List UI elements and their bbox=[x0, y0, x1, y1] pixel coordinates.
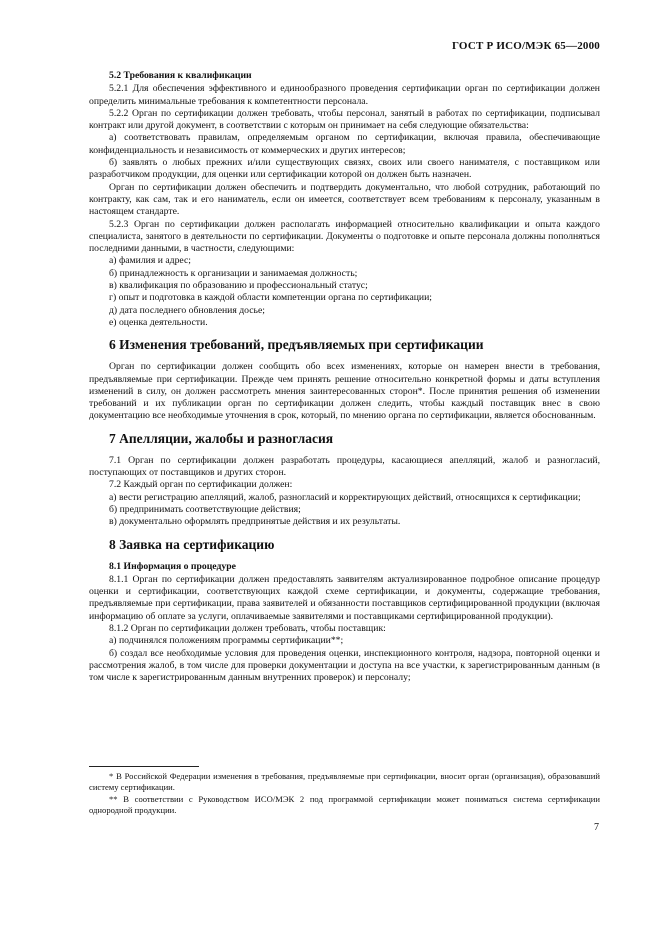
paragraph-7-2: 7.2 Каждый орган по сертификации должен: bbox=[109, 479, 293, 491]
paragraph-8-1-2: 8.1.2 Орган по сертификации должен требовать, чтобы поставщик: bbox=[109, 622, 386, 634]
footnote-1: * В Российской Федерации изменения в требования, предъявляемые при сертификации, вносит орган (организация), образовавший систему сертификации. bbox=[89, 771, 600, 792]
paragraph-5-2-1: 5.2.1 Для обеспечения эффективного и единообразного проведения сертификации орган по сертификации должен определить минимальные требования к компетентности персонала. bbox=[89, 83, 600, 107]
section-8-1-heading: 8.1 Информация о процедуре bbox=[109, 560, 236, 572]
page-content bbox=[89, 70, 600, 684]
section-7-heading: 7 Апелляции, жалобы и разногласия bbox=[109, 430, 334, 446]
list-item: а) подчинялся положениям программы сертификации**; bbox=[109, 635, 344, 647]
section-5-2-heading: 5.2 Требования к квалификации bbox=[109, 70, 252, 81]
list-item: а) соответствовать правилам, определяемым органом по сертификации, включая правила, обеспечивающие конфиденциальность и независимость от коммерческих и других интересов; bbox=[89, 132, 600, 156]
list-item: в) квалификация по образованию и профессиональный статус; bbox=[109, 280, 368, 292]
list-item: б) создал все необходимые условия для проведения оценки, инспекционного контроля, надзора, повторной оценки и рассмотрения жалоб, в том числе для проверки документации и доступа на все участки, к зарегистрированным данным (в том числе к зарегистрированным данным внутренних проверок) и персоналу; bbox=[89, 647, 600, 684]
paragraph-6: Орган по сертификации должен сообщить обо всех изменениях, которые он намерен внести в требования, предъявляемые при сертификации. Прежде чем принять решение относительно конкретной формы и даты вступления изменений в силу, он должен рассмотреть мнения заинтересованных сторон*. После принятия решения об изменении требований и их публикации орган по сертификации должен следить, чтобы каждый поставщик внес в свою документацию все необходимые уточнения в срок, который, по мнению органа по сертификации, является обоснованным. bbox=[89, 361, 600, 422]
footnote-2: ** В соответствии с Руководством ИСО/МЭК 2 под программой сертификации может пониматься система сертификации однородной продукции. bbox=[89, 794, 600, 815]
list-item: а) вести регистрацию апелляций, жалоб, разногласий и корректирующих действий, относящихся к сертификации; bbox=[109, 491, 581, 503]
paragraph-8-1-1: 8.1.1 Орган по сертификации должен предоставлять заявителям актуализированное подробное описание процедур оценки и сертификации, соответствующих каждой схеме сертификации, и документы, содержащие требования, предъявляемые при сертификации, права заявителей и обязанности поставщиков сертифицированной продукции (включая информацию об оплате за услуги, оплачиваемые заявителями и поставщиками сертифицированной продукции). bbox=[89, 573, 600, 622]
page-number: 7 bbox=[594, 822, 599, 833]
list-item: д) дата последнего обновления досье; bbox=[109, 304, 265, 316]
footnote-divider bbox=[89, 766, 199, 767]
paragraph: Орган по сертификации должен обеспечить и подтвердить документально, что любой сотрудник, работающий по контракту, как сам, так и его наниматель, если он имеется, соответствует всем требованиям к персоналу, указанным в настоящем стандарте. bbox=[89, 181, 600, 218]
document-code: ГОСТ Р ИСО/МЭК 65—2000 bbox=[452, 40, 600, 52]
section-8-heading: 8 Заявка на сертификацию bbox=[109, 536, 275, 552]
paragraph-5-2-3: 5.2.3 Орган по сертификации должен располагать информацией относительно квалификации и опыта каждого специалиста, занятого в деятельности по сертификации. Документы о подготовке и опыте персонала должны пополняться последними данными, в частности, следующими: bbox=[89, 218, 600, 255]
list-item: г) опыт и подготовка в каждой области компетенции органа по сертификации; bbox=[109, 292, 432, 304]
paragraph-7-1: 7.1 Орган по сертификации должен разработать процедуры, касающиеся апелляций, жалоб и разногласий, поступающих от поставщиков и других сторон. bbox=[89, 454, 600, 479]
list-item: в) документально оформлять предпринятые действия и их результаты. bbox=[109, 516, 401, 528]
list-item: а) фамилия и адрес; bbox=[109, 255, 191, 267]
section-6-heading: 6 Изменения требований, предъявляемых при сертификации bbox=[109, 337, 484, 353]
paragraph-5-2-2: 5.2.2 Орган по сертификации должен требовать, чтобы персонал, занятый в работах по сертификации, подписывал контракт или другой документ, в соответствии с которым он принимает на себя следующие обязательства: bbox=[89, 107, 600, 132]
list-item: б) принадлежность к организации и занимаемая должность; bbox=[109, 267, 358, 279]
list-item: б) предпринимать соответствующие действия; bbox=[109, 503, 301, 515]
list-item: е) оценка деятельности. bbox=[109, 316, 208, 328]
list-item: б) заявлять о любых прежних и/или существующих связях, своих или своего нанимателя, с поставщиком или разработчиком продукции, для оценки или сертификации которой он должен быть назначен. bbox=[89, 157, 600, 181]
footnotes bbox=[89, 766, 600, 817]
